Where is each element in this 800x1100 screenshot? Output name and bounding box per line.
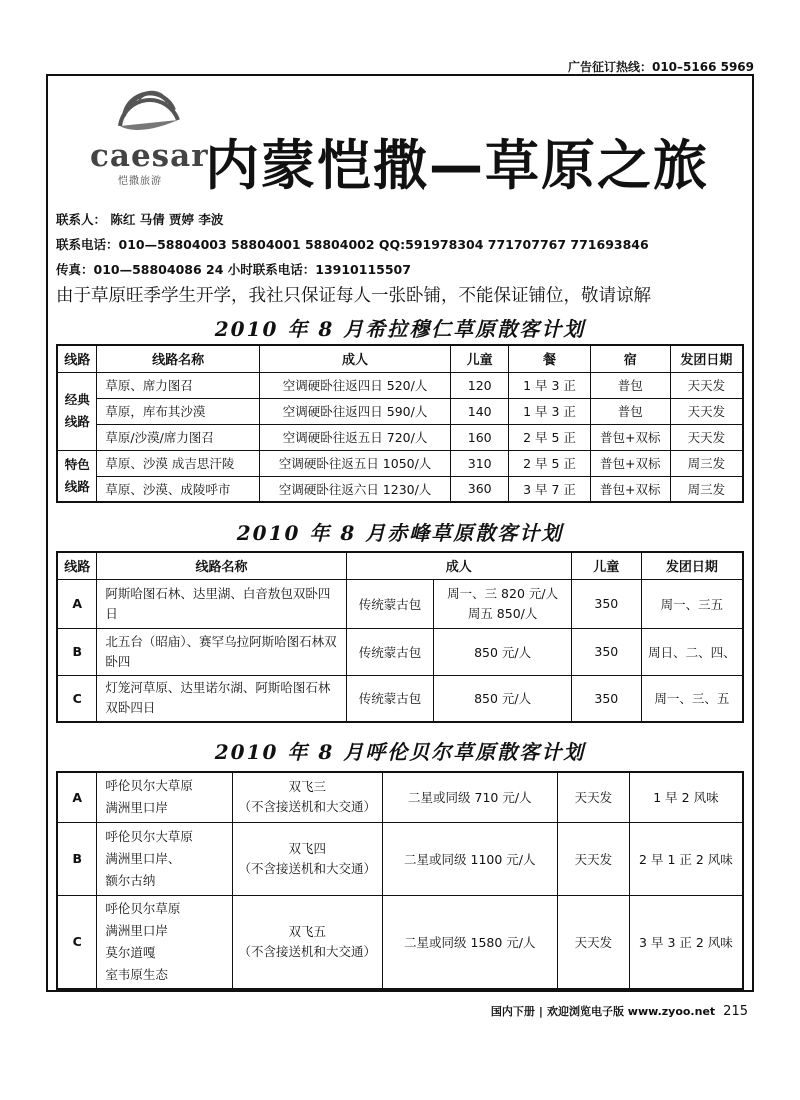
table-row bbox=[57, 772, 743, 822]
header-cell: 儿童 bbox=[451, 345, 509, 372]
child-price: 350 bbox=[571, 675, 641, 722]
header-cell: 餐 bbox=[509, 345, 591, 372]
route-name: 阿斯哈图石林、达里湖、白音敖包双卧四日 bbox=[97, 579, 346, 628]
table-row bbox=[57, 628, 743, 675]
footer-separator: | bbox=[538, 1005, 543, 1018]
table-row bbox=[57, 424, 743, 450]
page-number: 215 bbox=[723, 1004, 748, 1019]
route-name: 呼伦贝尔大草原 满洲里口岸、 额尔古纳 bbox=[97, 822, 233, 895]
meals: 1 早 3 正 bbox=[509, 372, 591, 398]
lodging-type: 传统蒙古包 bbox=[346, 579, 434, 628]
contact-fax: 传真：010—58804086 24 小时联系电话：13910115507 bbox=[56, 262, 411, 277]
table-row bbox=[57, 398, 743, 424]
lodging: 普包+双标 bbox=[590, 424, 670, 450]
header-cell: 线路 bbox=[57, 552, 97, 579]
header-cell: 线路名称 bbox=[97, 345, 259, 372]
price: 二星或同级 1100 元/人 bbox=[382, 822, 557, 895]
header-cell: 成人 bbox=[346, 552, 571, 579]
child-price: 160 bbox=[451, 424, 509, 450]
route-code: B bbox=[57, 822, 97, 895]
meals: 2 早 5 正 bbox=[509, 424, 591, 450]
footer-website: 欢迎浏览电子版 www.zyoo.net bbox=[546, 1005, 716, 1018]
transport: 双飞四 （不含接送机和大交通） bbox=[233, 822, 383, 895]
table-row bbox=[57, 675, 743, 722]
lodging: 普包 bbox=[590, 372, 670, 398]
transport: 双飞三 （不含接送机和大交通） bbox=[233, 772, 383, 822]
departure: 天天发 bbox=[558, 822, 630, 895]
child-price: 350 bbox=[571, 579, 641, 628]
departure: 周三发 bbox=[670, 476, 743, 502]
contact-people: 联系人： 陈红 马倩 贾婷 李波 bbox=[56, 212, 224, 227]
route-name: 草原、沙漠 成吉思汗陵 bbox=[97, 450, 259, 476]
route-code: A bbox=[57, 772, 97, 822]
table-row bbox=[57, 476, 743, 502]
adult-price: 空调硬卧往返四日 590/人 bbox=[259, 398, 450, 424]
departure: 天天发 bbox=[670, 372, 743, 398]
adult-price: 空调硬卧往返六日 1230/人 bbox=[259, 476, 450, 502]
hulunbuir-table bbox=[56, 771, 744, 990]
departure: 周日、二、四、 bbox=[641, 628, 743, 675]
child-price: 310 bbox=[451, 450, 509, 476]
route-code: B bbox=[57, 628, 97, 675]
route-name: 草原、沙漠、成陵呼市 bbox=[97, 476, 259, 502]
header-cell: 发团日期 bbox=[641, 552, 743, 579]
route-name: 灯笼河草原、达里诺尔湖、阿斯哈图石林双卧四日 bbox=[97, 675, 346, 722]
header-cell: 儿童 bbox=[571, 552, 641, 579]
child-price: 360 bbox=[451, 476, 509, 502]
adult-price: 空调硬卧往返五日 720/人 bbox=[259, 424, 450, 450]
child-price: 140 bbox=[451, 398, 509, 424]
departure: 周一、三、五 bbox=[641, 675, 743, 722]
header-cell: 线路 bbox=[57, 345, 97, 372]
route-code: C bbox=[57, 675, 97, 722]
lodging: 普包+双标 bbox=[590, 450, 670, 476]
meals: 2 早 5 正 bbox=[509, 450, 591, 476]
table-row bbox=[57, 895, 743, 989]
route-name: 呼伦贝尔草原 满洲里口岸 莫尔道嘎 室韦原生态 bbox=[97, 895, 233, 989]
departure: 天天发 bbox=[558, 772, 630, 822]
route-name: 草原/沙漠/席力图召 bbox=[97, 424, 259, 450]
meals: 3 早 7 正 bbox=[509, 476, 591, 502]
notice-text: 由于草原旺季学生开学，我社只保证每人一张卧铺，不能保证铺位，敬请谅解 bbox=[56, 286, 651, 306]
section3-title: 2010 年 8 月呼伦贝尔草原散客计划 bbox=[214, 740, 586, 764]
table-row bbox=[57, 579, 743, 628]
xilamuren-table bbox=[56, 344, 744, 503]
route-group-special: 特色线路 bbox=[57, 450, 97, 502]
contact-phones: 联系电话：010—58804003 58804001 58804002 QQ:591978304 771707767 771693846 bbox=[56, 237, 649, 252]
child-price: 350 bbox=[571, 628, 641, 675]
footer-section-label: 国内下册 bbox=[490, 1005, 535, 1018]
adult-price: 空调硬卧往返四日 520/人 bbox=[259, 372, 450, 398]
route-code: C bbox=[57, 895, 97, 989]
child-price: 120 bbox=[451, 372, 509, 398]
header-cell: 成人 bbox=[259, 345, 450, 372]
lodging-type: 传统蒙古包 bbox=[346, 628, 434, 675]
route-code: A bbox=[57, 579, 97, 628]
departure: 天天发 bbox=[558, 895, 630, 989]
adult-price: 850 元/人 bbox=[434, 628, 572, 675]
route-name: 草原、席力图召 bbox=[97, 372, 259, 398]
route-name: 呼伦贝尔大草原 满洲里口岸 bbox=[97, 772, 233, 822]
lodging-type: 传统蒙古包 bbox=[346, 675, 434, 722]
route-group-classic: 经典线路 bbox=[57, 372, 97, 450]
header-cell: 宿 bbox=[590, 345, 670, 372]
section1-title: 2010 年 8 月希拉穆仁草原散客计划 bbox=[214, 317, 586, 341]
price: 二星或同级 1580 元/人 bbox=[382, 895, 557, 989]
table-row bbox=[57, 372, 743, 398]
meals: 2 早 1 正 2 风味 bbox=[629, 822, 743, 895]
lodging: 普包+双标 bbox=[590, 476, 670, 502]
table-header-row bbox=[57, 345, 743, 372]
logo-wordmark: caesar bbox=[90, 138, 209, 174]
route-name: 北五台（昭庙）、赛罕乌拉阿斯哈图石林双卧四 bbox=[97, 628, 346, 675]
page-title: 内蒙恺撒—草原之旅 bbox=[205, 134, 709, 197]
adult-price: 850 元/人 bbox=[434, 675, 572, 722]
meals: 1 早 3 正 bbox=[509, 398, 591, 424]
meals: 1 早 2 风味 bbox=[629, 772, 743, 822]
departure: 周一、三五 bbox=[641, 579, 743, 628]
table-header-row bbox=[57, 552, 743, 579]
route-name: 草原，库布其沙漠 bbox=[97, 398, 259, 424]
page-footer bbox=[491, 1003, 748, 1019]
ad-hotline: 广告征订热线：010–5166 5969 bbox=[567, 60, 754, 74]
adult-price: 周一、三 820 元/人 周五 850/人 bbox=[434, 579, 572, 628]
table-row bbox=[57, 822, 743, 895]
header-cell: 发团日期 bbox=[670, 345, 743, 372]
chifeng-table bbox=[56, 551, 744, 723]
section2-title: 2010 年 8 月赤峰草原散客计划 bbox=[236, 521, 564, 545]
price: 二星或同级 710 元/人 bbox=[382, 772, 557, 822]
adult-price: 空调硬卧往返五日 1050/人 bbox=[259, 450, 450, 476]
header-cell: 线路名称 bbox=[97, 552, 346, 579]
table-row bbox=[57, 450, 743, 476]
departure: 天天发 bbox=[670, 398, 743, 424]
transport: 双飞五 （不含接送机和大交通） bbox=[233, 895, 383, 989]
logo-subtitle: 恺撒旅游 bbox=[118, 176, 162, 187]
lodging: 普包 bbox=[590, 398, 670, 424]
departure: 天天发 bbox=[670, 424, 743, 450]
meals: 3 早 3 正 2 风味 bbox=[629, 895, 743, 989]
departure: 周三发 bbox=[670, 450, 743, 476]
